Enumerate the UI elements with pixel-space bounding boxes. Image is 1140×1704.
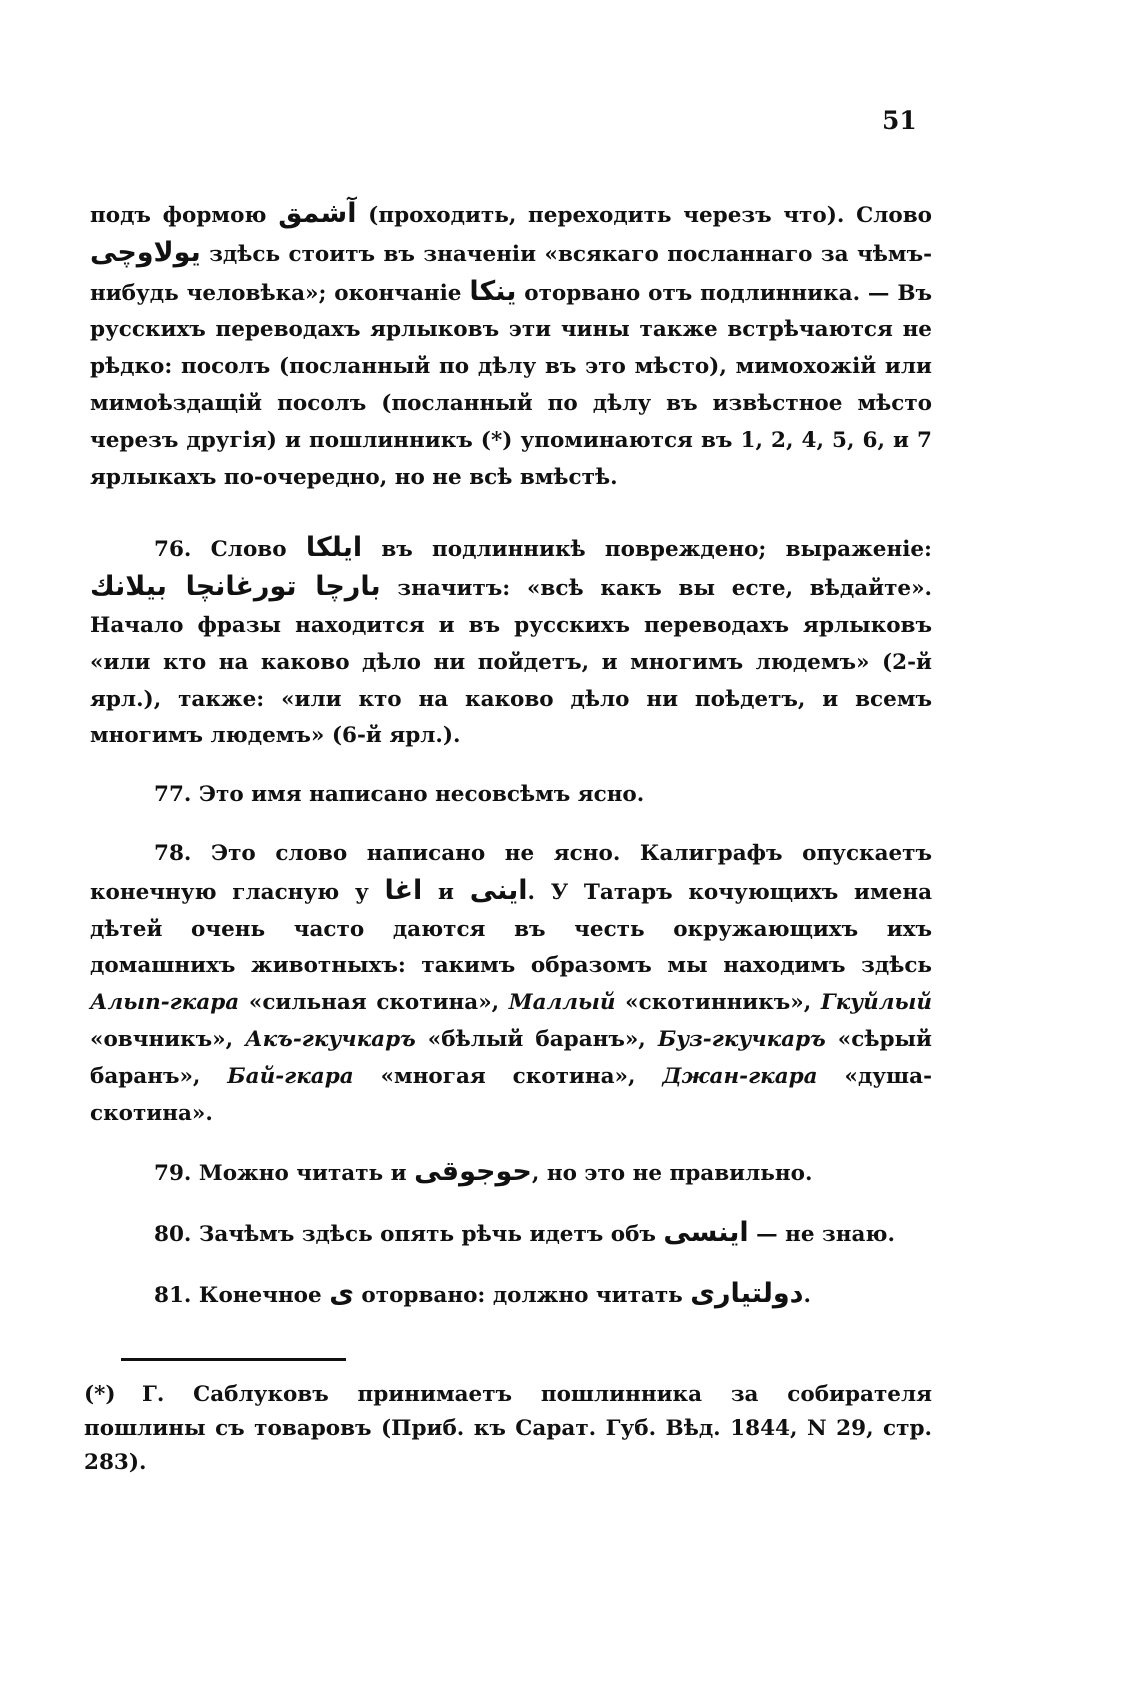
- name-term: Акъ-гкучкаръ: [245, 1026, 416, 1052]
- note-77: 77. Это имя написано несовсѣмъ ясно.: [154, 782, 645, 808]
- page-number: 51: [882, 106, 917, 135]
- note-80: 80. Зачѣмъ здѣсь опять рѣчь идетъ объ اينسى — не знаю.: [154, 1217, 895, 1249]
- arabic-word: يولاوچى: [90, 236, 201, 268]
- note-number: 81.: [154, 1282, 192, 1308]
- note-76: 76. Слово ايلكا въ подлинникѣ повреждено; выраженiе: بارچا تورغانچا بيلانك значитъ: «всѣ какъ вы есте, вѣдайте». Начало фразы находится и въ русскихъ переводахъ ярлыковъ «или кто на каково дѣло ни пойдетъ, и многимъ людемъ» (2-й ярл.), также: «или кто на каково дѣло ни поѣдетъ, и всемъ многимъ людемъ» (6-й ярл.).: [90, 532, 932, 749]
- note-number: 76.: [154, 537, 192, 563]
- arabic-word: ينكا: [469, 275, 517, 307]
- arabic-word: ى: [329, 1277, 354, 1309]
- name-term: Гкуйлый: [820, 990, 932, 1016]
- note-79: 79. Можно читать и حوجوقى, но это не правильно.: [154, 1156, 813, 1188]
- arabic-word: اينى: [469, 874, 528, 906]
- name-term: Бай-гкара: [227, 1063, 354, 1089]
- arabic-word: حوجوقى: [414, 1156, 532, 1188]
- footnote-text: Г. Саблуковъ принимаетъ пошлинника за собирателя пошлины съ товаровъ (Приб. къ Сарат. Губ. Вѣд. 1844, N 29, стр. 283).: [84, 1382, 932, 1475]
- arabic-word: آشمق: [278, 198, 357, 229]
- body-text: [90, 196, 932, 1315]
- arabic-word: ايلكا: [305, 532, 363, 564]
- footnote-divider: [121, 1358, 346, 1361]
- footnote: [84, 1378, 932, 1480]
- note-number: 78.: [154, 840, 192, 866]
- name-term: Буз-гкучкаръ: [657, 1026, 826, 1052]
- name-term: Джан-гкара: [662, 1063, 818, 1089]
- arabic-word: بارچا تورغانچا بيلانك: [90, 571, 381, 603]
- note-81: 81. Конечное ى оторвано: должно читать دولتيارى.: [154, 1277, 812, 1309]
- note-number: 80.: [154, 1222, 192, 1248]
- note-78: 78. Это слово написано не ясно. Калиграфъ опускаетъ конечную гласную у اغا и اينى. У Татаръ кочующихъ имена дѣтей очень часто даются въ честь окружающихъ ихъ домашнихъ животныхъ: такимъ образомъ мы находимъ здѣсь Алып-гкара «сильная скотина», Маллый «скотинникъ», Гкуйлый «овчникъ», Акъ-гкучкаръ «бѣлый баранъ», Буз-гкучкаръ «сѣрый баранъ», Бай-гкара «многая скотина», Джан-гкара «душа-скотина».: [90, 840, 933, 1126]
- name-term: Алып-гкара: [90, 990, 240, 1016]
- note-number: 77.: [154, 782, 192, 808]
- footnote-mark: (*): [84, 1382, 116, 1407]
- note-number: 79.: [154, 1161, 192, 1187]
- paragraph-continued: подъ формою آشمق (проходить, переходить черезъ что). Слово يولاوچى здѣсь стоитъ въ значенiи «всякаго посланнаго за чѣмъ-нибудь человѣка»; окончанiе ينكا оторвано отъ подлинника. — Въ русскихъ переводахъ ярлыковъ эти чины также встрѣчаются не рѣдко: посолъ (посланный по дѣлу въ это мѣсто), мимохожiй или мимоѣздащiй посолъ (посланный по дѣлу въ извѣстное мѣсто черезъ другiя) и пошлинникъ (*) упоминаются въ 1, 2, 4, 5, 6, и 7 ярлыкахъ по-очередно, но не всѣ вмѣстѣ.: [90, 198, 932, 490]
- name-term: Маллый: [508, 990, 616, 1016]
- arabic-word: دولتيارى: [690, 1277, 804, 1309]
- arabic-word: اغا: [384, 874, 423, 906]
- arabic-word: اينسى: [663, 1217, 749, 1249]
